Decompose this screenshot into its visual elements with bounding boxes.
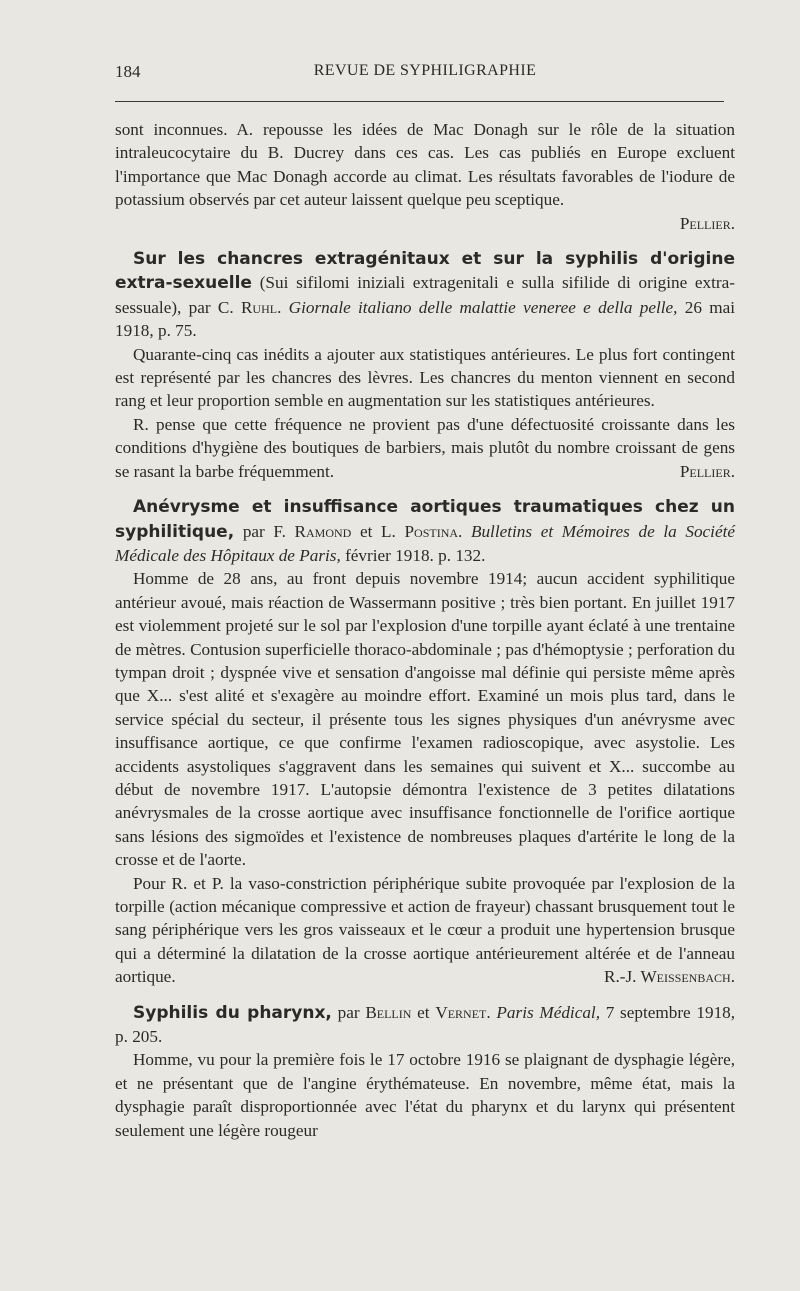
running-title: REVUE DE SYPHILIGRAPHIE	[313, 62, 537, 79]
article-2-ref-a: par F.	[242, 521, 286, 541]
article-3-title: Syphilis du pharynx,	[133, 1002, 332, 1023]
intro-text: sont inconnues. A. repousse les idées de Mac Donagh sur le rôle de la situation intraleucocytaire du B. Ducrey dans ces cas. Les cas publiés en Europe excluent l'importance que Mac Donagh accorde au climat. Les résultats favorables de l'iodure de potassium observés par cet auteur laissent quelque peu sceptique.	[115, 120, 735, 210]
article-2-ref-c: .	[458, 521, 463, 541]
article-1-paragraph-1: Quarante-cinq cas inédits a ajouter aux statistiques antérieures. Le plus fort contingent est représenté par les chancres des lèvres. Les chancres du menton viennent en second rang et leur proportion semble en augmentation sur les statistiques antérieures.	[115, 344, 735, 411]
article-2-signature: R.-J. Weissenbach.	[604, 967, 735, 987]
article-3-ref-c: .	[486, 1002, 491, 1022]
article-3-ref-d: 7 septembre 1918, p. 205.	[115, 1002, 736, 1047]
article-3-heading	[115, 1001, 735, 1049]
article-1-ref-a: (Sui sifilomi iniziali extragenitali e sulla sifilide di origine extra-sessuale), par C.	[115, 273, 736, 317]
article-1-journal: Giornale italiano delle malattie veneree e della pelle,	[288, 297, 678, 317]
article-3-author-2: Vernet	[435, 1002, 487, 1022]
article-1-p2-text: R. pense que cette fréquence ne provient pas d'une défectuosité croissante dans les conditions d'hygiène des boutiques de barbiers, mais plutôt du nombre croissant de gens se rasant la barbe fréquemment.	[115, 414, 735, 481]
article-1-ref-b: .	[277, 297, 282, 317]
article-2-title: Anévrysme et insuffisance aortiques traumatiques chez un syphilitique,	[115, 497, 735, 542]
article-2-paragraph-2	[115, 872, 735, 989]
article-1-title: Sur les chancres extragénitaux et sur la syphilis d'origine extra-sexuelle	[115, 249, 735, 294]
article-3-ref-a: par	[337, 1002, 360, 1022]
header-rule	[115, 101, 724, 102]
article-2-author-1: Ramond	[294, 521, 352, 541]
article-1-signature: Pellier.	[679, 461, 735, 481]
intro-signature: Pellier.	[679, 213, 735, 233]
article-1-heading	[115, 247, 735, 343]
page-header	[115, 62, 735, 88]
article-3-ref-b: et	[417, 1002, 430, 1022]
article-2-ref-b: et L.	[359, 521, 396, 541]
article-2-ref-d: février 1918. p. 132.	[345, 545, 486, 565]
article-2-paragraph-1: Homme de 28 ans, au front depuis novembre 1914; aucun accident syphilitique antérieur avoué, mais réaction de Wassermann positive ; très bien portant. En juillet 1917 est violemment projeté sur le sol par l'explosion d'une torpille ayant éclaté à une trentaine de mètres. Contusion superficielle thoraco-abdominale ; pas d'hémoptysie ; perforation du tympan droit ; dyspnée vive et sensation d'angoisse mal définie qui persiste même après que X... s'est alité et s'exagère au moindre effort. Examiné un mois plus tard, dans le service spécial du secteur, il présente tous les signes physiques d'un anévrysme avec insuffisance aortique, ce que confirme l'examen radioscopique, avec asystolie. Les accidents asystoliques s'aggravent dans les semaines qui suivent et X... succombe au début de novembre 1917. L'autopsie démontra l'existence de 3 petites dilatations anévrysmales de la crosse aortique avec insuffisance fonctionnelle de l'orifice aortique sans lésions des sigmoïdes et l'existence de nombreuses plaques d'artérite le long de la crosse et de l'aorte.	[115, 569, 735, 870]
intro-signature-line	[115, 212, 735, 235]
intro-paragraph	[115, 118, 735, 212]
article-2-author-2: Postina	[404, 521, 459, 541]
article-3-journal: Paris Médical,	[496, 1002, 600, 1022]
page-number: 184	[115, 62, 141, 81]
article-1-paragraph-2	[115, 413, 735, 483]
article-3-paragraph-1: Homme, vu pour la première fois le 17 octobre 1916 se plaignant de dysphagie légère, et ne présentant que de l'angine érythémateuse. En novembre, même état, mais la dysphagie paraît disproportionnée avec l'état du pharynx et du larynx qui présentent seulement une légère rougeur	[115, 1050, 735, 1140]
article-2-journal: Bulletins et Mémoires de la Société Médicale des Hôpitaux de Paris,	[115, 521, 735, 565]
article-1-author: Ruhl	[240, 297, 278, 317]
article-1-ref-c: 26 mai 1918, p. 75.	[115, 297, 736, 341]
article-3-author-1: Bellin	[365, 1002, 412, 1022]
page-body	[115, 118, 735, 1142]
article-2-heading	[115, 495, 735, 567]
article-2-p2-text: Pour R. et P. la vaso-constriction périphérique subite provoquée par l'explosion de la torpille (action mécanique compressive et action de frayeur) chassant brusquement tout le sang périphérique vers les gros vaisseaux et le cœur a produit une hypertension brusque qui a déterminé la dilatation de la crosse aortique antérieurement altérée et de l'anneau aortique.	[115, 873, 735, 987]
